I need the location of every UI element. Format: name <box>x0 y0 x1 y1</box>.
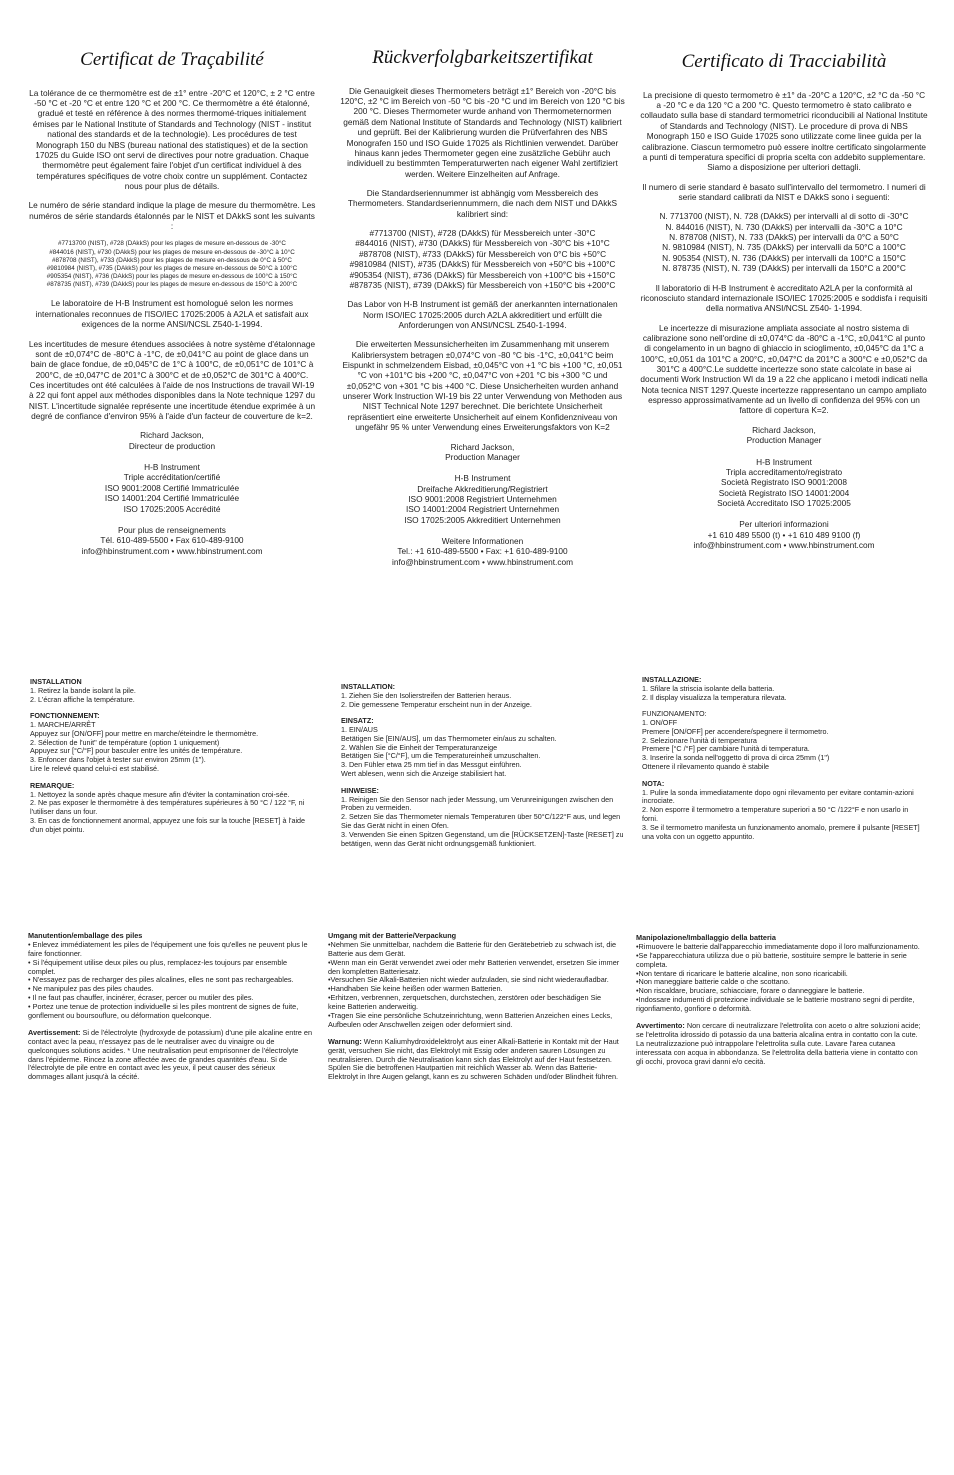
battery-heading: Manipolazione/Imballaggio della batteria <box>636 933 776 942</box>
serial-item: #878708 (NIST), #733 (DAkkS) für Messbereich von 0°C bis +50°C <box>358 248 607 259</box>
battery-line: •Nehmen Sie unmittelbar, nachdem die Batterie für den Gerätebetrieb zu schwach ist, die Batterie aus dem Gerät. <box>328 939 617 958</box>
battery-line: •Non maneggiare batterie calde o che scottano. <box>636 977 790 987</box>
note-line: 2. Non esporre il termometro a temperature superiori a 50 °C /122°F e non usarlo in forni. <box>642 805 909 823</box>
serial-list <box>340 228 625 290</box>
battery-line: • Ne manipulez pas des piles chaudes. <box>28 984 154 994</box>
serial-intro-paragraph: Il numero di serie standard è basato sull'intervallo del termometro. I numeri di serie standard calibrati da NIST e DAkkS sono i seguenti: <box>642 181 926 202</box>
battery-line: • Si l'équipement utilise deux piles ou plus, remplacez-les toujours par ensemble complet. <box>28 957 288 976</box>
company-line: ISO 14001:2004 Registriert Unternehmen <box>405 504 560 515</box>
signer-block <box>340 442 625 463</box>
operation-heading: EINSATZ: <box>341 716 374 726</box>
instruction-line: 3. Inserire la sonda nell'oggetto di prova di circa 25mm (1") <box>642 753 830 763</box>
company-line: H-B Instrument <box>144 462 200 473</box>
warning-text: Wenn Kaliumhydroxidelektrolyt aus einer Alkali-Batterie in Kontakt mit der Haut gerät, versuchen Sie nicht, das Elektrolyt mit Essig oder anderen sauren Lösungen zu neutralisieren. Durch die Neutralisation kann sich das Elektrolyt auf der Haut festsetzen. Spülen Sie die betroffenen Hautpartien mit reichlich Wasser ab. Wenn das Batterie-Elektrolyt in Ihre Augen gelangt, kann es zu schweren Schäden und/oder Blindheit führen. <box>328 1036 619 1082</box>
instruction-line: 2. Il display visualizza la temperatura rilevata. <box>642 692 787 702</box>
company-line: Società Accreditato ISO 17025:2005 <box>717 497 851 508</box>
serial-intro-paragraph: Le numéro de série standard indique la plage de mesure du thermomètre. Les numéros de série standards étalonnés par le NIST et DAkkS sont les suivants : <box>28 200 316 232</box>
accuracy-paragraph: La tolérance de ce thermomètre est de ±1° entre -20°C et 120°C, ± 2 °C entre -50 °C et -20 °C et entre 120 °C et 200 °C. Ce thermomètre a été étalonné, gradué et testé en référence à des normes thermomé-triques initialement émises par le National Institute of Standards and Technology (NIST - institut national des standards et de la technologie). Les procédures de test Monograph 150 du NBS (bureau national des statistiques) et de la section 17025 du Guide ISO ont servi de directives pour notre graduation. Chaque thermomètre peut également faire l'objet d'un certificat individuel à des températures spécifiques de votre choix contre un supplément. Contactez nous pour plus de détails. <box>29 87 315 191</box>
contact-line: info@hbinstrument.com • www.hbinstrument.com <box>391 556 574 567</box>
serial-item: #844016 (NIST), #730 (DAkkS) pour les plages de mesure en-dessous de -30°C à 10°C <box>49 248 295 256</box>
serial-list <box>640 211 928 273</box>
accuracy-paragraph: Die Genauigkeit dieses Thermometers beträgt ±1° Bereich von -20°C bis 120°C, ±2 °C im Bereich von -50 °C bis -20 °C und im Bereich von 120 °C bis 200 °C. Dieses Thermometer wurde anhand von Thermometernormen gemäß dem National Institute of Standards and Technology (NIST) kalibriert und geprüft. Bei der Kalibrierung wurden die Prüfverfahren des NBS Monografen 150 und ISO Guide 17025 als Richtlinien verwendet. Darüber hinaus kann jedes Thermometer gegen eine zusätzliche Gebühr auch individuell zu bestimmten Temperaturwerten nach eigener Wahl zertifiziert werden. Weitere Einzelheiten auf Anfrage. <box>340 85 625 179</box>
warning-paragraph <box>636 1022 922 1066</box>
battery-line: •Tragen Sie eine persönliche Schutzeinrichtung, wenn Batterien Anzeichen eines Lecks, Aufbeulen oder Anschwellen zeigen oder deformiert sind. <box>328 1011 613 1029</box>
battery-line: •Indossare indumenti di protezione individuale se le batterie mostrano segni di perdite, rigonfiamento, gonfiore o deformità. <box>636 995 915 1014</box>
serial-item: N. 878708 (NIST), N. 733 (DAkkS) per intervalli da 0°C a 50°C <box>669 232 899 243</box>
battery-line: •Non tentare di ricaricare le batterie alcaline, non sono ricaricabili. <box>636 968 848 978</box>
serial-item: #9810984 (NIST), #735 (DAkkS) pour les plages de mesure en-dessous de 50°C à 100°C <box>46 264 298 272</box>
serial-item: #9810984 (NIST), #735 (DAkkS) für Messbereich von +50°C bis +100°C <box>349 259 616 270</box>
company-line: ISO 9001:2008 Certifié Immatriculée <box>104 482 240 493</box>
warning-paragraph <box>28 1029 313 1082</box>
company-block <box>640 457 928 509</box>
signer-block <box>28 430 316 451</box>
serial-item: #844016 (NIST), #730 (DAkkS) für Messbereich von -30°C bis +10°C <box>355 238 610 249</box>
company-line: Triple accréditation/certifié <box>123 472 221 483</box>
certificate-fr <box>28 48 316 567</box>
installation-heading: INSTALLAZIONE: <box>642 675 702 684</box>
contact-line: Tél. 610-489-5500 • Fax 610-489-9100 <box>100 535 244 546</box>
laboratory-paragraph: Le laboratoire de H-B Instrument est homologué selon les normes internationales reconnues de l'ISO/IEC 17025:2005 à A2LA et satisfait aux exigences de la norme ANSI/NCSL Z540-1-1994. <box>35 298 309 330</box>
warning-label: Avertissement: <box>28 1027 81 1037</box>
company-block <box>28 462 316 514</box>
serial-item: N. 9810984 (NIST), N. 735 (DAkkS) per intervalli da 50°C a 100°C <box>662 242 906 253</box>
signer-role: Production Manager <box>445 451 520 462</box>
warning-text: Si de l'électrolyte (hydroxyde de potassium) d'une pile alcaline entre en contact avec la peau, n'essayez pas de le neutraliser avec du vinaigre ou de quelconques solutions acides. * Une neutralisation peut emprisonner de l'électrolyte dans l'épiderme. Rincez la zone affectée avec de grandes quantités d'eau. Si de l'électrolyte de pile entre en contact avec les yeux, il peut causer des sérieux dommages allant jusqu'à la cécité. <box>28 1027 313 1082</box>
operation-heading: FONCTIONNEMENT: <box>30 711 100 721</box>
certificate-title-it: Certificato di Tracciabilità <box>681 51 887 72</box>
instruction-line: 3. Enfoncer dans l'objet à tester sur environ 25mm (1"). <box>30 755 206 765</box>
company-block <box>340 473 625 525</box>
instruction-line: 1. Retirez la bande isolant la pile. <box>30 685 136 695</box>
signer-role: Directeur de production <box>128 440 216 451</box>
note-line: 2. Ne pas exposer le thermomètre à des températures supérieures à 50 °C / 122 °F, ni l'utiliser dans un four. <box>30 798 305 817</box>
instruction-line: 2. Sélection de l'unit" de température (option 1 uniquement) <box>30 737 220 747</box>
certificate-title-de: Rückverfolgbarkeitszertifikat <box>372 47 593 68</box>
instruction-line: Appuyez sur [°C/°F] pour basculer entre les unités de température. <box>30 746 243 756</box>
battery-line: • Portez une tenue de protection individuelle si les piles montrent de signes de fuite, gonflement ou boursouflure, ou déformation quelconque. <box>28 1002 299 1021</box>
serial-item: #878735 (NIST), #739 (DAkkS) für Messbereich von +150°C bis +200°C <box>349 279 616 290</box>
note-line: 3. En cas de fonctionnement anormal, appuyez une fois sur la touche [RESET] à l'aide d'un objet pointu. <box>30 815 306 834</box>
contact-line: Weitere Informationen <box>441 536 524 547</box>
battery-line: •Handhaben Sie keine heißen oder warmen Batterien. <box>328 984 503 994</box>
battery-heading: Manutention/emballage des piles <box>28 931 143 940</box>
certificate-de <box>340 46 625 578</box>
instruction-line: Betätigen Sie [°C/°F], um die Temperatureinheit umzuschalten. <box>341 751 541 761</box>
note-line: 2. Setzen Sie das Thermometer niemals Temperaturen über 50°C/122°F aus, und legen Sie das Gerät nicht in einen Ofen. <box>341 812 621 830</box>
company-line: H-B Instrument <box>756 456 812 467</box>
instruction-line: 2. Die gemessene Temperatur erscheint nun in der Anzeige. <box>341 699 532 709</box>
signer-name: Richard Jackson, <box>140 430 204 441</box>
note-line: 3. Verwenden Sie einen Spitzen Gegenstand, um die [RÜCKSETZEN]-Taste [RESET] zu betätigen, wenn das Gerät nicht ordnungsgemäß funktioniert. <box>341 829 624 848</box>
company-line: ISO 17025:2005 Akkreditiert Unternehmen <box>404 514 561 525</box>
certificate-title-fr: Certificat de Traçabilité <box>80 49 264 70</box>
contact-line: +1 610 489 5500 (t) • +1 610 489 9100 (f) <box>707 529 861 540</box>
uncertainty-paragraph: Die erweiterten Messunsicherheiten im Zusammenhang mit unserem Kalibriersystem betragen ±0,074°C von -80 °C bis -1°C, ±0,041°C beim Eispunkt in schmelzendem Eisbad, ±0,045°C von +1 °C bis +100 °C, ±0,051 °C von +101°C bis +200 °C, ±0,047°C von +201 °C bis +300 °C und ±0,052°C von +301 °C bis +400 °C. Diese Unsicherheiten wurden anhand unserer Work Instruction WI-19 bis 22 unter Verwendung von Methoden aus NIST Technical Note 1297 berechnet. Die berichtete Unsicherheit repräsentiert eine erweiterte Unsicherheit auf einem Konfidenzniveau von ungefähr 95 % unter Verwendung eines Erweiterungsfaktors von K=2 <box>342 339 623 433</box>
instruction-line: 2. Selezionare l'unità di temperatura <box>642 735 757 745</box>
contact-line: Pour plus de renseignements <box>118 524 226 535</box>
signer-name: Richard Jackson, <box>752 424 816 435</box>
battery-line: • Enlevez immédiatement les piles de l'équipement une fois qu'elles ne peuvent plus le faire fonctionner. <box>28 939 308 958</box>
warning-label: Avvertimento: <box>636 1021 685 1031</box>
battery-line: •Se l'apparecchiatura utilizza due o più batterie, sostituire sempre le batterie in serie completa. <box>636 950 907 969</box>
uncertainty-paragraph: Le incertezze di misurazione ampliata associate al nostro sistema di calibrazione sono nell'ordine di ±0,074°C da -80°C a -1°C, ±0,041°C al punto di congelamento in un bagno di ghiaccio in scioglimento, ±0,045°C da 1°C a 100°C, ±0,051 da 101°C a 200°C, ±0,047°C da 201°C a 300°C e ±0,052°C da 301°C a 400°C.Le suddette incertezze sono state calcolate in base ai documenti Work Instruction WI da 19 a 22 che applicano i metodi indicati nella Nota tecnica NIST 1297.Queste incertezze rappresentano un campo ampliato espresso approssimativamente ad un livello di confidenza del 95% con un fattore di copertura K=2. <box>640 322 928 416</box>
warning-text: Non cercare di neutralizzare l'elettrolita con aceto o altre soluzioni acide; se l'elettrolita idrossido di potassio da una batteria alcalina entra in contatto con la cute. La neutralizzazione può intrappolare l'elettrolita sulla cute. Lavare l'area cutanea interessata con acqua in abbondanza. Se l'elettrolita della batteria viene in contatto con gli occhi, provoca gravi danni e/o cecità. <box>636 1021 921 1066</box>
contact-line: Tel.: +1 610-489-5500 • Fax: +1 610-489-9100 <box>397 546 568 557</box>
serial-item: #7713700 (NIST), #728 (DAkkS) pour les plages de mesure en-dessous de -30°C <box>58 240 286 248</box>
instruction-line: Premere [°C /°F] per cambiare l'unità di temperatura. <box>642 744 810 754</box>
instruction-line: 2. Wählen Sie die Einheit der Temperaturanzeige <box>341 742 498 752</box>
note-line: 1. Nettoyez la sonde après chaque mesure afin d'éviter la contamination croi-sée. <box>30 789 290 799</box>
note-line: 3. Se il termometro manifesta un funzionamento anomalo, premere il pulsante [RESET] una volta con un oggetto appuntito. <box>642 822 920 841</box>
battery-line: •Versuchen Sie Alkali-Batterien nicht wieder aufzuladen, sie sind nicht wiederaufladbar. <box>328 975 609 985</box>
serial-item: #878735 (NIST), #739 (DAkkS) pour les plages de mesure en-dessous de 150°C à 200°C <box>46 281 298 289</box>
instruction-line: 2. L'écran affiche la température. <box>30 694 135 704</box>
contact-line: info@hbinstrument.com • www.hbinstrument.com <box>81 545 263 556</box>
battery-line: • Il ne faut pas chauffer, incinérer, écraser, percer ou mutiler des piles. <box>28 993 254 1003</box>
company-line: ISO 14001:204 Certifié Immatriculée <box>104 493 240 504</box>
instruction-line: 1. MARCHE/ARRÊT <box>30 720 96 730</box>
laboratory-paragraph: Das Labor von H-B Instrument ist gemäß der anerkannten internationalen Norm ISO/IEC 17025:2005 durch A2LA akkreditiert und erfüllt die Anforderungen von ANSI/NCSL Z540-1-1994. <box>347 299 618 330</box>
instruction-line: 1. Ziehen Sie den Isolierstreifen der Batterien heraus. <box>341 690 512 700</box>
company-line: Dreifache Akkreditierung/Registriert <box>417 483 548 494</box>
company-line: Tripla accreditamento/registrato <box>725 466 843 477</box>
battery-fr <box>28 932 313 1090</box>
instruction-line: Premere [ON/OFF] per accendere/spegnere il termometro. <box>642 726 829 736</box>
instruction-line: Lire le relevé quand celui-ci est stabilisé. <box>30 764 160 774</box>
serial-intro-paragraph: Die Standardseriennummer ist abhängig vom Messbereich des Thermometers. Standardseriennummern, die nach dem NIST und DAkkS kalibriert sind: <box>347 187 618 219</box>
serial-item: N. 7713700 (NIST), N. 728 (DAkkS) per intervalli al di sotto di -30°C <box>659 211 909 222</box>
notes-heading: NOTA: <box>642 778 665 788</box>
instruction-line: Wert ablesen, wenn sich die Anzeige stabilisiert hat. <box>341 769 507 779</box>
notes-heading: HINWEISE: <box>341 785 379 795</box>
installation-heading: INSTALLATION: <box>341 682 396 691</box>
battery-line: •Wenn man ein Gerät verwendet zwei oder mehr Batterien verwendet, ersetzen Sie immer den kompletten Batteriesatz. <box>328 957 620 976</box>
contact-line: Per ulteriori informazioni <box>739 519 829 530</box>
certificate-it <box>640 50 928 561</box>
signer-role: Production Manager <box>746 435 822 446</box>
note-line: 1. Pulire la sonda immediatamente dopo ogni rilevamento per evitare contamin-azioni incrociate. <box>642 787 914 806</box>
warning-label: Warnung: <box>328 1036 362 1046</box>
note-line: 1. Reinigen Sie den Sensor nach jeder Messung, um Verunreinigungen zwischen den Proben zu vermeiden. <box>341 794 614 813</box>
contact-line: info@hbinstrument.com • www.hbinstrument.com <box>693 540 875 551</box>
instruction-line: 1. ON/OFF <box>642 718 678 728</box>
signer-block <box>640 425 928 446</box>
instruction-line: 1. Sfilare la striscia isolante della batteria. <box>642 683 775 693</box>
installation-heading: INSTALLATION <box>30 677 82 686</box>
instructions-de <box>341 683 626 856</box>
battery-line: •Rimuovere le batterie dall'apparecchio immediatamente dopo il loro malfunzionamento. <box>636 941 920 951</box>
contact-block <box>28 525 316 556</box>
instructions-it <box>642 676 925 849</box>
warning-paragraph <box>328 1038 620 1082</box>
instruction-line: 3. Den Fühler etwa 25 mm tief in das Messgut einführen. <box>341 760 522 770</box>
battery-de <box>328 932 620 1090</box>
operation-heading: FUNZIONAMENTO: <box>642 709 707 719</box>
serial-item: #878708 (NIST), #733 (DAkkS) pour les plages de mesure en-dessous de 0°C à 50°C <box>52 256 292 264</box>
battery-line: • N'essayez pas de recharger des piles alcalines, elles ne sont pas rechargeables. <box>28 975 294 985</box>
contact-block <box>640 519 928 550</box>
battery-line: •Erhitzen, verbrennen, zerquetschen, durchstechen, zerstören oder beschädigen Sie keine Batterien anderweitig. <box>328 993 602 1012</box>
instruction-line: Appuyez sur [ON/OFF] pour mettre en marche/éteindre le thermomètre. <box>30 728 259 738</box>
battery-line: •Non riscaldare, bruciare, schiacciare, forare o danneggiare le batterie. <box>636 986 865 996</box>
contact-block <box>340 536 625 567</box>
laboratory-paragraph: Il laboratorio di H-B Instrument è accreditato A2LA per la conformità al riconosciuto standard internazionale ISO/IEC 17025:2005 e soddisfa i requisiti della normativa ANSI/NCSL Z540- 1-1994. <box>640 282 928 314</box>
signer-name: Richard Jackson, <box>450 441 515 452</box>
serial-item: N. 905354 (NIST), N. 736 (DAkkS) per intervalli da 100°C a 150°C <box>662 252 906 263</box>
serial-item: #7713700 (NIST), #728 (DAkkS) für Messbereich unter -30°C <box>369 228 596 239</box>
instruction-line: 1. EIN/AUS <box>341 725 378 735</box>
company-line: ISO 9001:2008 Registriert Unternehmen <box>408 493 557 504</box>
serial-list <box>28 240 316 289</box>
company-line: ISO 17025:2005 Accrédité <box>123 503 221 514</box>
company-line: H-B Instrument <box>454 473 511 484</box>
uncertainty-paragraph: Les incertitudes de mesure étendues associées à notre système d'étalonnage sont de ±0,074°C de -80°C à -1°C, de ±0,041°C au point de glace dans un bain de glace fondue, de ±0,045°C de 1°C à 100°C, de ±0,051°C de 101°C à 200°C, de ±0,047°C de 201°C à 300°C et de ±0,052°C de 301°C à 400°C. Ces incertitudes ont été calculées à l'aide de nos Instructions de travail WI-19 à 22 qui font appel aux méthodes disponibles dans la Note technique 1297 du NIST. L'incertitude signalée représente une incertitude étendue exprimée à un degré de confiance d'environ 95% à l'aide d'un facteur de couverture de k=2. <box>28 338 316 422</box>
serial-item: N. 844016 (NIST), N. 730 (DAkkS) per intervalli da -30°C a 10°C <box>665 221 903 232</box>
serial-item: N. 878735 (NIST), N. 739 (DAkkS) per intervalli da 150°C a 200°C <box>662 263 906 274</box>
notes-heading: REMARQUE: <box>30 780 75 790</box>
company-line: Società Registrato ISO 14001:2004 <box>718 487 850 498</box>
accuracy-paragraph: La precisione di questo termometro è ±1° da -20°C a 120°C, ±2 °C da -50 °C a -20 °C e da 120 °C a 200 °C. Questo termometro è stato calibrato e collaudato sulla base di standard termometrici riconducibili al National Institute of Standards and Technology (NIST). Le procedure di prova di NBS Monograph 150 e ISO Guide 17025 sono utilizzate come linee guida per la calibrazione. Ciascun termometro può essere inoltre certificato singolarmente a punti di temperatura specifici di propria scelta con addebito supplementare. Siamo a disposizione per ulteriori dettagli. <box>640 89 928 173</box>
battery-heading: Umgang mit der Batterie/Verpackung <box>328 931 457 940</box>
instruction-line: Ottenere il rilevamento quando è stabile <box>642 762 770 772</box>
serial-item: #905354 (NIST), #736 (DAkkS) für Messbereich von +100°C bis +150°C <box>349 269 616 280</box>
instructions-fr <box>30 678 310 843</box>
instruction-line: Betätigen Sie [EIN/AUS], um das Thermometer ein/aus zu schalten. <box>341 733 557 743</box>
battery-it <box>636 934 922 1074</box>
company-line: Società Registrato ISO 9001:2008 <box>721 477 847 488</box>
serial-item: #905354 (NIST), #736 (DAkkS) pour les plages de mesure en-dessous de 100°C à 150°C <box>46 273 298 281</box>
